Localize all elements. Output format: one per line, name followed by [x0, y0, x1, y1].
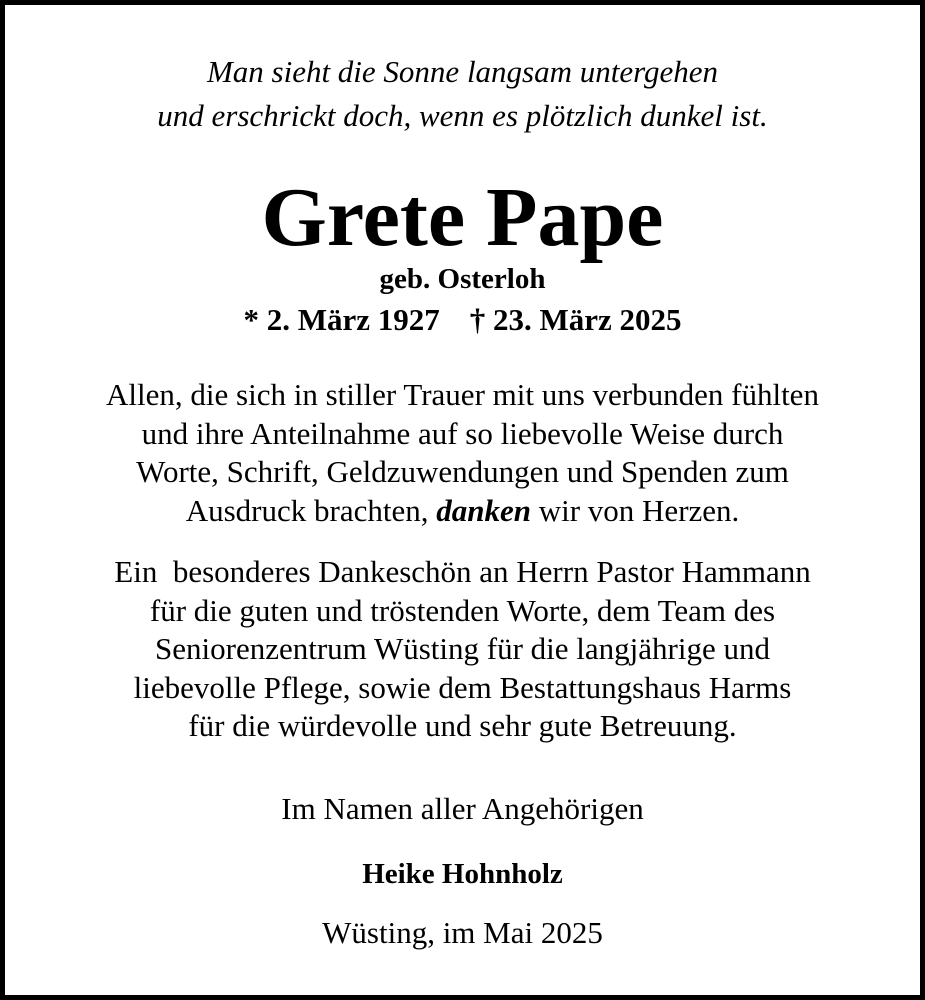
text-line: Allen, die sich in stiller Trauer mit uns verbunden fühlten	[106, 377, 819, 412]
place-date: Wüsting, im Mai 2025	[322, 914, 603, 950]
deceased-name: Grete Pape	[261, 171, 664, 264]
text-line: Worte, Schrift, Geldzuwendungen und Spenden zum	[136, 454, 789, 489]
text-fragment: Ausdruck brachten,	[185, 492, 437, 528]
text-fragment: wir von Herzen.	[530, 492, 740, 528]
death-date: † 23. März 2025	[469, 302, 682, 337]
thanks-paragraph-2	[0, 553, 925, 746]
opening-quote	[0, 50, 925, 138]
closing-line: Im Namen aller Angehörigen	[281, 790, 644, 826]
quote-line: und erschrickt doch, wenn es plötzlich dunkel ist.	[157, 98, 768, 133]
text-line: für die guten und tröstenden Worte, dem Team des	[149, 592, 776, 628]
quote-line: Man sieht die Sonne langsam untergehen	[206, 54, 719, 89]
birth-date: * 2. März 1927	[243, 302, 440, 337]
text-line	[0, 492, 925, 531]
signer-name: Heike Hohnholz	[362, 857, 563, 890]
text-line: und ihre Anteilnahme auf so liebevolle Weise durch	[141, 415, 784, 451]
text-line: für die würdevolle und sehr gute Betreuung.	[188, 708, 737, 743]
thanks-paragraph-1	[0, 376, 925, 530]
text-line: Ein besonderes Dankeschön an Herrn Pastor Hammann	[114, 554, 811, 589]
text-line: liebevolle Pflege, sowie dem Bestattungshaus Harms	[133, 669, 792, 705]
life-dates	[0, 300, 925, 340]
born-name: geb. Osterloh	[379, 263, 546, 295]
text-line: Seniorenzentrum Wüsting für die langjährige und	[155, 631, 770, 666]
emphasis-danken: danken	[436, 492, 531, 528]
